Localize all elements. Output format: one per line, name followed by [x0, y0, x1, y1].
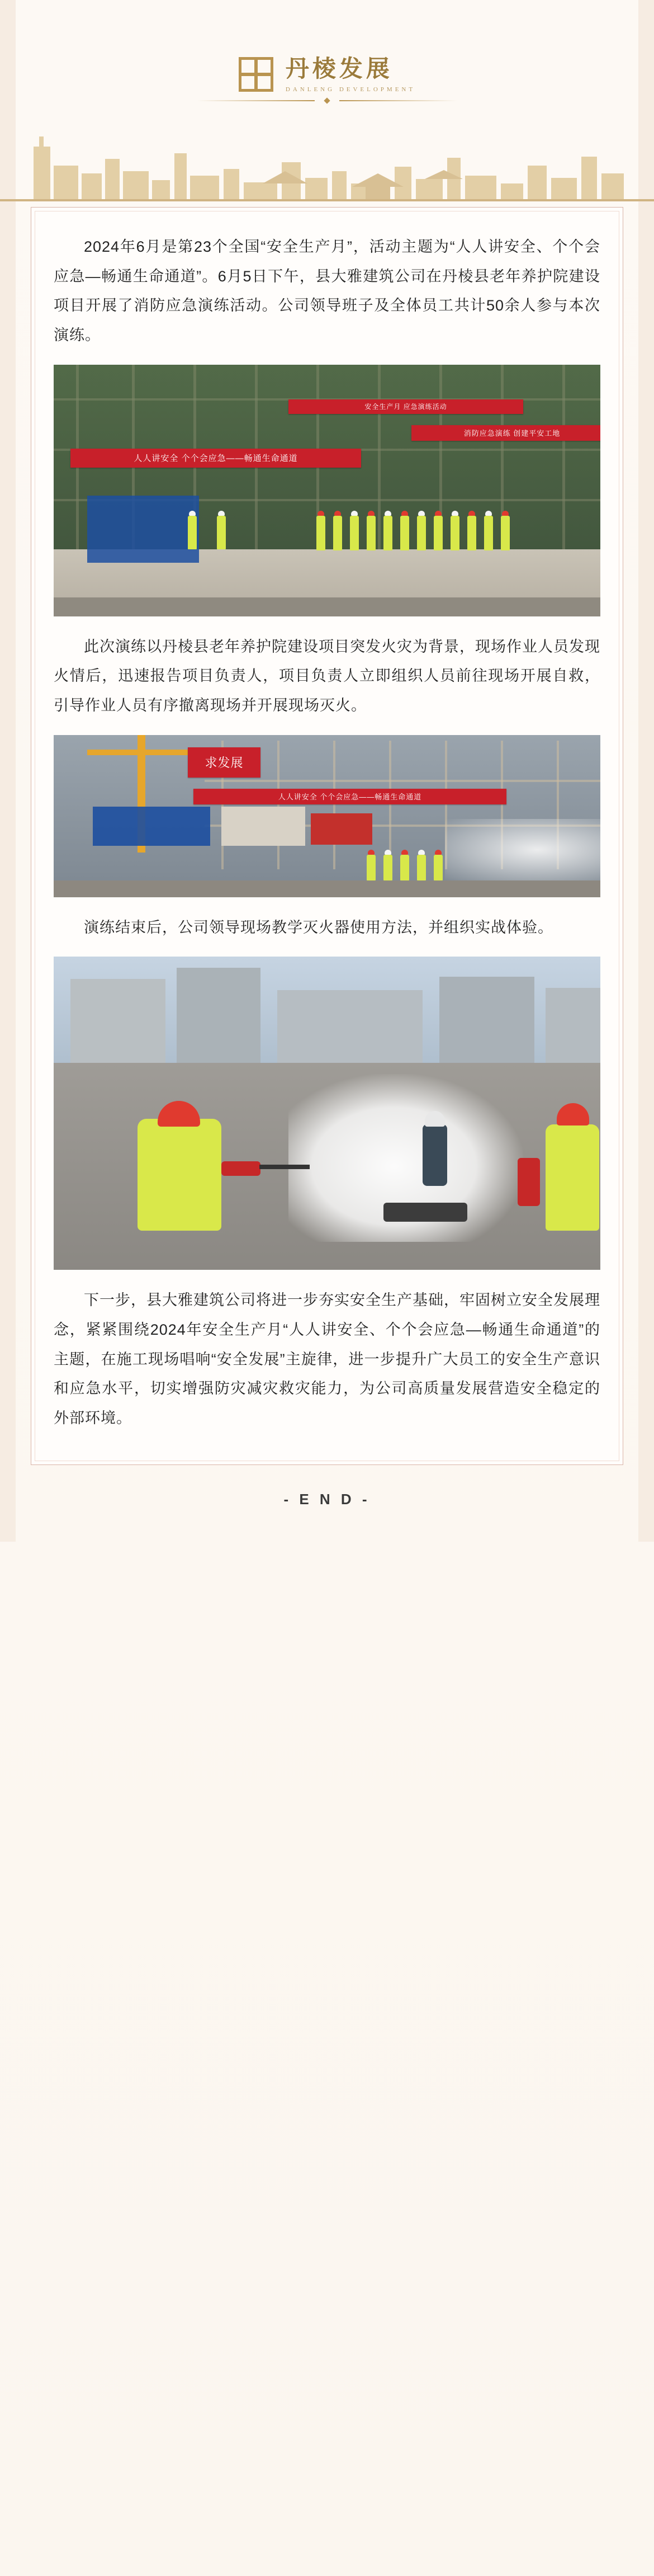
rule-line-left: [197, 100, 315, 101]
photo2-banner-slogan: 求发展: [188, 747, 260, 778]
photo1-banner-secondary: 消防应急演练 创建平安工地: [411, 425, 600, 441]
end-label: - E N D -: [283, 1490, 371, 1508]
brick-window-icon: [239, 57, 273, 92]
logo-row: [0, 56, 654, 93]
site-title: 丹棱发展: [285, 55, 393, 82]
photo1-banner-top: 安全生产月 应急演练活动: [288, 399, 523, 414]
skyline-illustration: [0, 117, 654, 201]
page-side-strip-right: [638, 0, 654, 1542]
photo2-banner-main: 人人讲安全 个个会应急——畅通生命通道: [193, 789, 506, 804]
paragraph-1: 2024年6月是第23个全国“安全生产月”，活动主题为“人人讲安全、个个会应急—畅通生命通道”。6月5日下午，县大雅建筑公司在丹棱县老年养护院建设项目开展了消防应急演练活动。公司领导班子及全体员工共计50余人参与本次演练。: [54, 238, 600, 344]
photo-drill-lineup: [54, 365, 600, 616]
paragraph-4: 下一步，县大雅建筑公司将进一步夯实安全生产基础，牢固树立安全发展理念，紧紧围绕2024年安全生产月“人人讲安全、个个会应急—畅通生命通道”的主题，在施工现场唱响“安全发展”主旋律，进一步提升广大员工的安全生产意识和应急水平，切实增强防灾减灾救灾能力，为公司高质量发展营造安全稳定的外部环境。: [54, 1292, 600, 1426]
paragraph-3: 演练结束后，公司领导现场教学灭火器使用方法，并组织实战体验。: [84, 919, 553, 936]
logo-text: [286, 56, 415, 93]
masthead: [0, 34, 654, 103]
photo-smoke-scene: [54, 735, 600, 897]
site-subtitle: DANLENG DEVELOPMENT: [285, 86, 416, 93]
rule-line-right: [339, 100, 457, 101]
diamond-icon: [324, 98, 330, 104]
skyline-svg: [0, 117, 654, 201]
page-side-strip-left: [0, 0, 16, 1542]
article-card: [31, 207, 623, 1464]
paragraph-2: 此次演练以丹棱县老年养护院建设项目突发火灾为背景，现场作业人员发现火情后，迅速报告项目负责人，项目负责人立即组织人员前往现场开展自救，引导作业人员有序撤离现场并开展现场灭火。: [54, 638, 600, 714]
photo1-banner-main: 人人讲安全 个个会应急——畅通生命通道: [70, 449, 361, 468]
divider-rule: [0, 98, 654, 103]
photo-extinguisher-practice: [54, 957, 600, 1270]
